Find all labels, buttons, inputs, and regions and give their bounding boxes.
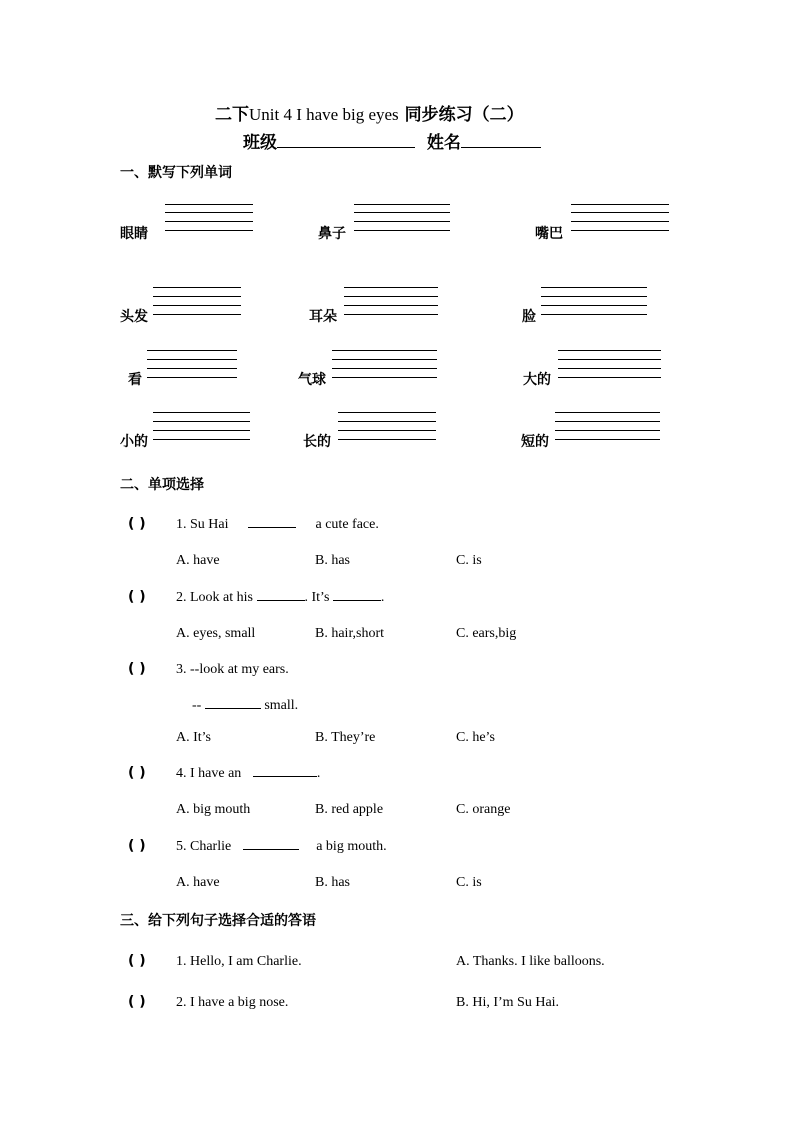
title-cn-prefix: 二下 (215, 105, 249, 125)
answer-blank[interactable] (248, 527, 296, 528)
name-blank[interactable] (461, 147, 541, 148)
word-label: 耳朵 (309, 309, 337, 325)
option[interactable]: C. orange (456, 802, 511, 817)
answer-blank[interactable] (205, 708, 261, 709)
option[interactable]: A. eyes, small (176, 626, 256, 641)
title-en: Unit 4 I have big eyes (249, 105, 399, 124)
answer-paren[interactable]: ( ) (128, 516, 146, 532)
name-label: 姓名 (426, 133, 461, 153)
word-label: 眼睛 (120, 226, 148, 242)
class-name-line (243, 128, 541, 153)
section3-heading: 三、给下列句子选择合适的答语 (120, 913, 316, 929)
section1-heading: 一、默写下列单词 (120, 165, 232, 181)
option[interactable]: A. have (176, 875, 220, 890)
option[interactable]: A. have (176, 553, 220, 568)
word-label: 长的 (303, 434, 331, 450)
word-label: 小的 (120, 434, 148, 450)
option[interactable]: C. ears,big (456, 626, 517, 641)
answer-paren[interactable]: ( ) (128, 994, 146, 1010)
match-question: 1. Hello, I am Charlie. (176, 954, 302, 969)
class-blank[interactable] (277, 147, 415, 148)
question-stem: 1. Su Hai a cute face. (176, 517, 379, 532)
match-question: 2. I have a big nose. (176, 995, 289, 1010)
word-label: 气球 (298, 372, 326, 388)
option[interactable]: B. has (315, 875, 350, 890)
answer-blank[interactable] (333, 600, 381, 601)
word-label: 嘴巴 (535, 226, 563, 242)
word-label: 大的 (523, 372, 551, 388)
title-cn-suffix: 同步练习（二） (404, 105, 524, 125)
word-label: 头发 (120, 309, 148, 325)
section2-heading: 二、单项选择 (120, 477, 204, 493)
answer-blank[interactable] (243, 849, 299, 850)
option[interactable]: B. red apple (315, 802, 384, 817)
question-stem: 5. Charlie a big mouth. (176, 839, 387, 854)
word-label: 脸 (522, 309, 536, 325)
word-label: 看 (128, 372, 142, 388)
answer-blank[interactable] (253, 776, 317, 777)
option[interactable]: B. has (315, 553, 350, 568)
answer-paren[interactable]: ( ) (128, 661, 146, 677)
question-stem: 2. Look at his . It’s . (176, 590, 385, 605)
question-stem: 3. --look at my ears. (176, 662, 289, 677)
word-label: 鼻子 (318, 226, 346, 242)
page-title (215, 100, 524, 125)
option[interactable]: C. is (456, 875, 482, 890)
option[interactable]: C. he’s (456, 730, 495, 745)
option[interactable]: C. is (456, 553, 482, 568)
answer-paren[interactable]: ( ) (128, 765, 146, 781)
match-answer: A. Thanks. I like balloons. (456, 954, 605, 969)
answer-paren[interactable]: ( ) (128, 953, 146, 969)
answer-paren[interactable]: ( ) (128, 838, 146, 854)
question-stem-line2: -- small. (192, 698, 299, 713)
question-stem: 4. I have an . (176, 766, 321, 781)
answer-paren[interactable]: ( ) (128, 589, 146, 605)
option[interactable]: B. They’re (315, 730, 376, 745)
class-label: 班级 (243, 133, 277, 153)
option[interactable]: A. It’s (176, 730, 211, 745)
word-label: 短的 (521, 434, 549, 450)
option[interactable]: B. hair,short (315, 626, 385, 641)
answer-blank[interactable] (257, 600, 305, 601)
option[interactable]: A. big mouth (176, 802, 251, 817)
match-answer: B. Hi, I’m Su Hai. (456, 995, 560, 1010)
